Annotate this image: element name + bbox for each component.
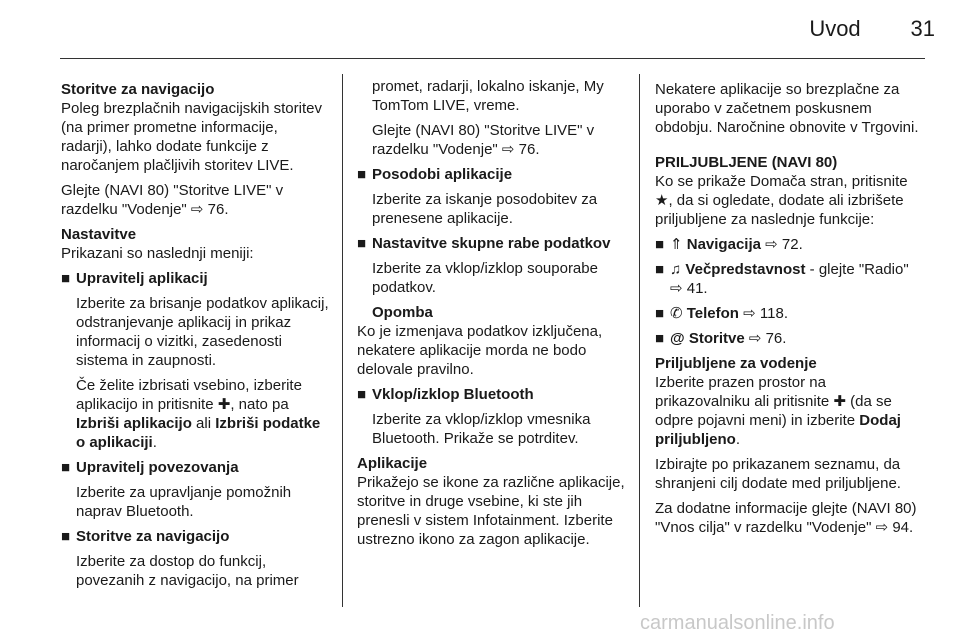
- item-text: Izberite za iskanje posodobitev za prenesene aplikacije.: [372, 191, 598, 227]
- item-text: Izberite za vklop/izklop souporabe podatkov.: [372, 260, 598, 296]
- bullet-icon: ■: [655, 236, 665, 253]
- list-item: ■ ♫ Večpredstavnost - glejte "Radio" ⇨ 41.: [655, 261, 909, 297]
- section-title-applications: Aplikacije: [357, 455, 428, 472]
- column-right: [655, 80, 925, 543]
- cross-reference: Za dodatne informacije glejte (NAVI 80) "Vnos cilja" v razdelku "Vodenje" ⇨ 94.: [655, 500, 917, 536]
- column-left: [61, 80, 329, 596]
- page-ref-arrow-icon: ⇨: [765, 236, 778, 253]
- header-rule: [60, 58, 925, 59]
- paragraph: Če želite izbrisati vsebino, izberite aplikacijo in pritisnite ✚, nato pa Izbriši aplikacijo ali Izbriši podatke o aplikaciji.: [76, 377, 321, 451]
- list-item: ■ ⇑ Navigacija ⇨ 72.: [655, 236, 803, 253]
- item-text: Izberite za vklop/izklop vmesnika Bluetooth. Prikaže se potrditev.: [372, 411, 591, 447]
- item-text: Izberite za dostop do funkcij, povezanih z navigacijo, na primer: [76, 553, 299, 589]
- section-title-settings: Nastavitve: [61, 226, 137, 243]
- column-divider-1: [342, 74, 343, 607]
- bullet-icon: ■: [655, 305, 665, 322]
- item-title: Vklop/izklop Bluetooth: [372, 386, 534, 403]
- paragraph: Prikazani so naslednji meniji:: [61, 245, 254, 262]
- list-item: [61, 527, 329, 590]
- note-title: Opomba: [372, 304, 433, 321]
- watermark: carmanualsonline.info: [640, 612, 835, 634]
- plus-icon: ✚: [833, 393, 846, 410]
- page-ref-arrow-icon: ⇨: [190, 201, 204, 218]
- bullet-icon: ■: [655, 330, 665, 347]
- item-title: Storitve za navigacijo: [76, 528, 230, 545]
- column-middle: [357, 77, 625, 555]
- navigation-icon: ⇑: [670, 236, 683, 253]
- list-item: [61, 269, 329, 370]
- paragraph: Izberite prazen prostor na prikazovalniku ali pritisnite ✚ (da se odpre pojavni meni) in izberite Dodaj priljubljeno.: [655, 374, 901, 448]
- paragraph: Nekatere aplikacije so brezplačne za uporabo v začetnem poskusnem obdobju. Naročnine obnovite v Trgovini.: [655, 81, 919, 136]
- paragraph: promet, radarji, lokalno iskanje, My TomTom LIVE, vreme.: [372, 78, 604, 114]
- item-title: Nastavitve skupne rabe podatkov: [372, 235, 611, 252]
- paragraph: Izbirajte po prikazanem seznamu, da shranjeni cilj dodate med priljubljene.: [655, 456, 901, 492]
- paragraph: Ko se prikaže Domača stran, pritisnite ★, da si ogledate, dodate ali izbrišete priljubljene za naslednje funkcije:: [655, 173, 908, 228]
- plus-icon: ✚: [217, 396, 231, 413]
- bullet-icon: ■: [61, 528, 71, 545]
- section-title-favourites: PRILJUBLJENE (NAVI 80): [655, 154, 838, 171]
- list-item: [357, 234, 625, 297]
- music-icon: ♫: [670, 261, 682, 278]
- list-item: [357, 385, 625, 448]
- star-icon: ★: [655, 192, 669, 209]
- item-title: Upravitelj aplikacij: [76, 270, 208, 287]
- section-title-navigation-services: Storitve za navigacijo: [61, 81, 215, 98]
- page-ref-arrow-icon: ⇨: [748, 330, 762, 347]
- note-text: Ko je izmenjava podatkov izključena, nekatere aplikacije morda ne bodo delovale pravilno.: [357, 323, 603, 378]
- bullet-icon: ■: [655, 261, 665, 278]
- page-ref-arrow-icon: ⇨: [743, 305, 756, 322]
- item-title: Posodobi aplikacije: [372, 166, 513, 183]
- item-title: Upravitelj povezovanja: [76, 459, 239, 476]
- item-text: Izberite za upravljanje pomožnih naprav Bluetooth.: [76, 484, 292, 520]
- phone-icon: ✆: [670, 305, 683, 322]
- page-ref-arrow-icon: ⇨: [875, 519, 889, 536]
- column-divider-2: [639, 74, 640, 607]
- list-item: [357, 165, 625, 228]
- bullet-icon: ■: [357, 386, 367, 403]
- services-icon: @: [670, 330, 685, 347]
- page-number: 31: [910, 16, 935, 41]
- page-ref-arrow-icon: ⇨: [670, 280, 683, 297]
- page-header-title: Uvod: [809, 16, 861, 41]
- bullet-icon: ■: [357, 166, 367, 183]
- paragraph: Prikažejo se ikone za različne aplikacije, storitve in druge vsebine, ki ste jih prenesli v sistem Infotainment. Izberite ustrezno ikono za zagon aplikacije.: [357, 474, 625, 548]
- list-item: ■ @ Storitve ⇨ 76.: [655, 330, 787, 347]
- bullet-icon: ■: [61, 459, 71, 476]
- list-item: ■ ✆ Telefon ⇨ 118.: [655, 305, 788, 322]
- bullet-icon: ■: [357, 235, 367, 252]
- list-item: [61, 458, 329, 521]
- cross-reference: Glejte (NAVI 80) "Storitve LIVE" v razdelku "Vodenje" ⇨ 76.: [372, 122, 595, 158]
- bullet-icon: ■: [61, 270, 71, 287]
- section-title-driving-favourites: Priljubljene za vodenje: [655, 355, 817, 372]
- cross-reference: Glejte (NAVI 80) "Storitve LIVE" v razdelku "Vodenje" ⇨ 76.: [61, 182, 284, 218]
- item-text: Izberite za brisanje podatkov aplikacij, odstranjevanje aplikacij in prikaz informacij o vizitki, zasedenosti sistema in zaupnosti.: [76, 295, 329, 369]
- page-ref-arrow-icon: ⇨: [501, 141, 515, 158]
- paragraph: Poleg brezplačnih navigacijskih storitev (na primer prometne informacije, radarji), lahko dodate funkcije z naročanjem plačljivih storitev LIVE.: [61, 100, 322, 174]
